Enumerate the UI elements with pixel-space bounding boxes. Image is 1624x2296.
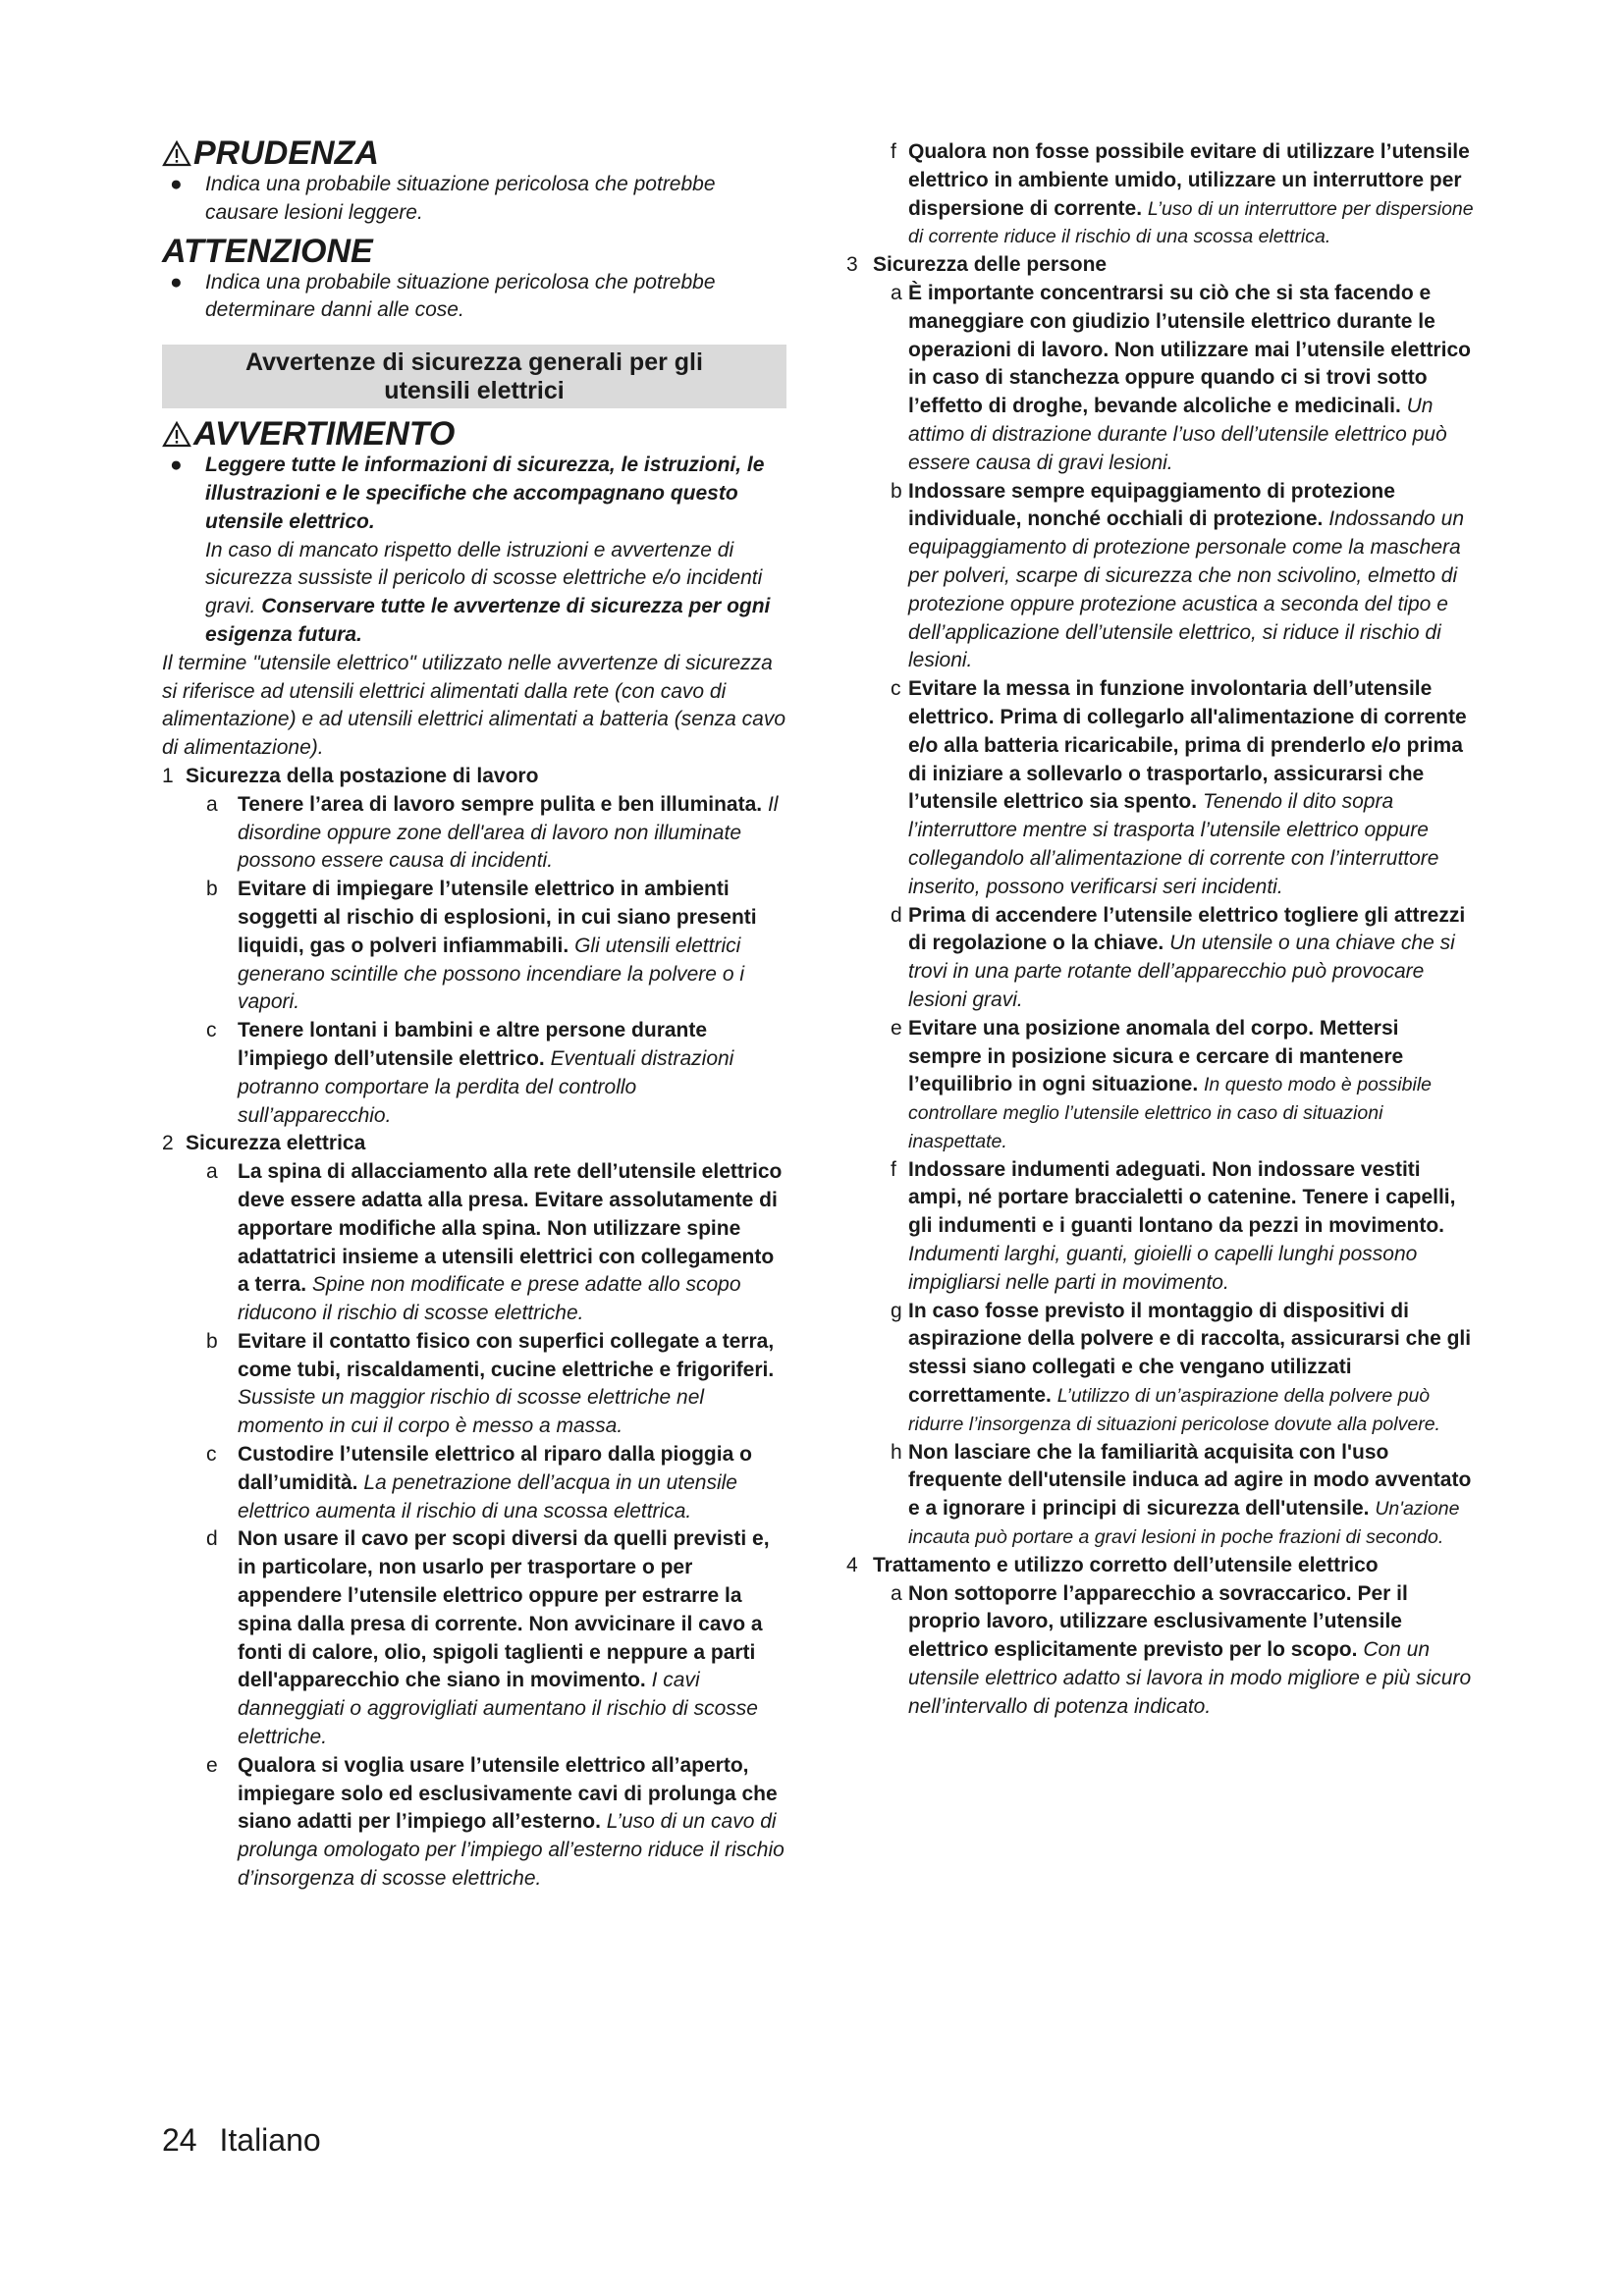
section-3-item-h: h Non lasciare che la familiarità acquisita con l'uso frequente dell'utensile induca ad agire in modo avventato e a ignorare i principi di sicurezza dell'utensile. Un'azione incauta può portare a gravi lesioni in poche frazioni di secondo. [891, 1440, 1472, 1549]
banner-line-1: Avvertenze di sicurezza generali per gli [245, 348, 703, 377]
right-column [846, 138, 1475, 1722]
attenzione-text: Indica una probabile situazione pericolosa che potrebbe determinare danni alle cose. [205, 270, 716, 322]
item-letter: e [891, 1016, 902, 1040]
avvertimento-bullet [162, 452, 786, 650]
item-letter: f [891, 1157, 896, 1181]
item-letter: a [206, 792, 218, 816]
section-2-title: 2 Sicurezza elettrica [162, 1130, 786, 1158]
item-letter: a [891, 281, 902, 304]
item-letter: c [206, 1443, 217, 1467]
item-letter: a [206, 1160, 218, 1184]
section-4-item-a: a Non sottoporre l’apparecchio a sovraccarico. Per il proprio lavoro, utilizzare esclusivamente l’utensile elettrico esplicitamente previsto per lo scopo. Con un utensile elettrico adatto si lavora in modo migliore e più sicuro nell’intervallo di potenza indicato. [891, 1581, 1472, 1718]
section-number: 3 [846, 253, 858, 277]
section-3-item-e: e Evitare una posizione anomala del corpo. Mettersi sempre in posizione sicura e cercare di mantenere l’equilibrio in ogni situazione. In questo modo è possibile controllare meglio l’utensile elettrico in caso di situazioni inaspettate. [891, 1016, 1432, 1152]
section-3-item-a: a È importante concentrarsi su ciò che si sta facendo e maneggiare con giudizio l’utensile elettrico durante le operazioni di lavoro. Non utilizzare mai l’utensile elettrico in caso di stanchezza oppure quando ci si trovi sotto l’effetto di droghe, bevande alcoliche e medicinali. Un attimo di distrazione durante l’uso dell’utensile elettrico può essere causa di gravi lesioni. [891, 281, 1471, 474]
attenzione-heading [162, 234, 786, 269]
page-number: 24 [162, 2122, 197, 2158]
item-letter: h [891, 1440, 902, 1464]
safety-banner [162, 345, 786, 408]
avvertimento-italic: In caso di mancato rispetto delle istruzioni e avvertenze di sicurezza sussiste il pericolo di scosse elettriche e/o incidenti gravi. [205, 538, 763, 618]
item-letter: b [206, 878, 218, 901]
page-footer [162, 2122, 321, 2158]
item-letter: d [891, 903, 902, 927]
section-3-title: 3 Sicurezza delle persone [846, 251, 1475, 280]
bullet-icon: ● [170, 173, 183, 195]
warning-triangle-icon [162, 140, 191, 167]
section-3-item-g: g In caso fosse previsto il montaggio di dispositivi di aspirazione della polvere e di raccolta, assicurarsi che gli stessi siano collegati e che vengano utilizzati correttamente. L’utilizzo di un’aspirazione della polvere può ridurre l’insorgenza di situazioni pericolose dovute alla polvere. [891, 1299, 1472, 1435]
avvertimento-title: AVVERTIMENTO [193, 415, 456, 454]
bullet-icon: ● [170, 270, 183, 294]
section-1-item-c: c Tenere lontani i bambini e altre persone durante l’impiego dell’utensile elettrico. Eventuali distrazioni potranno comportare la perdita del controllo sull’apparecchio. [206, 1019, 734, 1127]
item-letter: f [891, 140, 896, 163]
section-2-item-a: a La spina di allacciamento alla rete dell’utensile elettrico deve essere adatta alla presa. Evitare assolutamente di apportare modifiche alla spina. Non utilizzare spine adattatrici insieme a utensili elettrici con collegamento a terra. Spine non modificate e prese adatte allo scopo riducono il rischio di scosse elettriche. [206, 1160, 783, 1325]
attenzione-title: ATTENZIONE [162, 232, 373, 270]
warning-triangle-icon [162, 421, 191, 448]
section-1-item-b: b Evitare di impiegare l’utensile elettrico in ambienti soggetti al rischio di esplosioni, in cui siano presenti liquidi, gas o polveri infiammabili. Gli utensili elettrici generano scintille che possono incendiare la polvere o i vapori. [206, 878, 757, 1014]
section-1-item-a: a Tenere l’area di lavoro sempre pulita e ben illuminata. Il disordine oppure zone dell'area di lavoro non illuminate possono essere causa di incidenti. [206, 792, 779, 873]
section-3-item-b: b Indossare sempre equipaggiamento di protezione individuale, nonché occhiali di protezione. Indossando un equipaggiamento di protezione personale come la maschera per polveri, scarpe di sicurezza che non scivolino, elmetto di protezione oppure protezione acustica a seconda del tipo e dell’applicazione dell’utensile elettrico, si riduce il rischio di lesioni. [891, 479, 1465, 672]
prudenza-bullet [162, 171, 786, 228]
section-3-item-d: d Prima di accendere l’utensile elettrico togliere gli attrezzi di regolazione o la chiave. Un utensile o una chiave che si trovi in una parte rotante dell’apparecchio può provocare lesioni gravi. [891, 903, 1466, 1011]
section-1-title: 1 Sicurezza della postazione di lavoro [162, 763, 786, 791]
item-letter: d [206, 1527, 218, 1551]
section-2-item-c: c Custodire l’utensile elettrico al riparo dalla pioggia o dall’umidità. La penetrazione dell’acqua in un utensile elettrico aumenta il rischio di una scossa elettrica. [206, 1443, 752, 1522]
item-letter: b [206, 1329, 218, 1353]
section-number: 2 [162, 1132, 174, 1155]
section-2-item-b: b Evitare il contatto fisico con superfici collegate a terra, come tubi, riscaldamenti, cucine elettriche e frigoriferi. Sussiste un maggior rischio di scosse elettriche nel momento in cui il corpo è messo a massa. [206, 1329, 775, 1438]
left-column [162, 135, 786, 1894]
item-letter: e [206, 1753, 218, 1777]
page-language: Italiano [219, 2122, 321, 2158]
section-4-title: 4 Trattamento e utilizzo corretto dell’utensile elettrico [846, 1552, 1475, 1580]
term-note: Il termine "utensile elettrico" utilizzato nelle avvertenze di sicurezza si riferisce ad utensili elettrici alimentati dalla rete (con cavo di alimentazione) e ad utensili elettrici alimentati a batteria (senza cavo di alimentazione). [162, 651, 785, 760]
item-letter: b [891, 479, 902, 503]
section-2-item-d: d Non usare il cavo per scopi diversi da quelli previsti e, in particolare, non usarlo per trasportare o per appendere l’utensile elettrico oppure per estrarre la spina dalla presa di corrente. Non avvicinare il cavo a fonti di calore, olio, spigoli taglienti e neppure a parti dell'apparecchio che siano in movimento. I cavi danneggiati o aggrovigliati aumentano il rischio di scosse elettriche. [206, 1527, 770, 1749]
section-number: 4 [846, 1553, 858, 1576]
avvertimento-bold-2: Conservare tutte le avvertenze di sicurezza per ogni esigenza futura. [205, 595, 771, 646]
avvertimento-heading [162, 416, 786, 452]
section-2-item-e: e Qualora si voglia usare l’utensile elettrico all’aperto, impiegare solo ed esclusivamente cavi di prolunga che siano adatti per l’impiego all’esterno. L’uso di un cavo di prolunga omologato per l’impiego all’esterno riduce il rischio d’insorgenza di scosse elettriche. [206, 1753, 785, 1891]
avvertimento-bold: Leggere tutte le informazioni di sicurezza, le istruzioni, le illustrazioni e le specifiche che accompagnano questo utensile elettrico. [205, 454, 765, 533]
section-2-item-f: f Qualora non fosse possibile evitare di utilizzare l’utensile elettrico in ambiente umido, utilizzare un interruttore per dispersione di corrente. L’uso di un interruttore per dispersione di corrente riduce il rischio di una scossa elettrica. [891, 140, 1474, 248]
section-number: 1 [162, 764, 174, 787]
banner-line-2: utensili elettrici [384, 377, 565, 405]
bullet-icon: ● [170, 454, 183, 477]
section-3-item-c: c Evitare la messa in funzione involontaria dell’utensile elettrico. Prima di collegarlo all'alimentazione di corrente e/o alla batteria ricaricabile, prima di prenderlo e/o prima di iniziare a sollevarlo o trasportarlo, assicurarsi che l’utensile elettrico sia spento. Tenendo il dito sopra l’interruttore mentre si trasporta l’utensile elettrico oppure collegandolo all’alimentazione di corrente con l’interruttore inserito, possono verificarsi seri incidenti. [891, 677, 1467, 898]
section-3-item-f: f Indossare indumenti adeguati. Non indossare vestiti ampi, né portare braccialetti o catenine. Tenere i capelli, gli indumenti e i guanti lontano da pezzi in movimento. Indumenti larghi, guanti, gioielli o capelli lunghi possono impigliarsi nelle parti in movimento. [891, 1157, 1456, 1294]
item-letter: a [891, 1581, 902, 1605]
attenzione-bullet [162, 269, 786, 326]
prudenza-text: Indica una probabile situazione pericolosa che potrebbe causare lesioni leggere. [205, 173, 716, 224]
item-letter: c [891, 677, 901, 701]
prudenza-heading [162, 135, 786, 171]
prudenza-title: PRUDENZA [193, 134, 379, 172]
item-letter: g [891, 1299, 902, 1322]
item-letter: c [206, 1019, 217, 1042]
